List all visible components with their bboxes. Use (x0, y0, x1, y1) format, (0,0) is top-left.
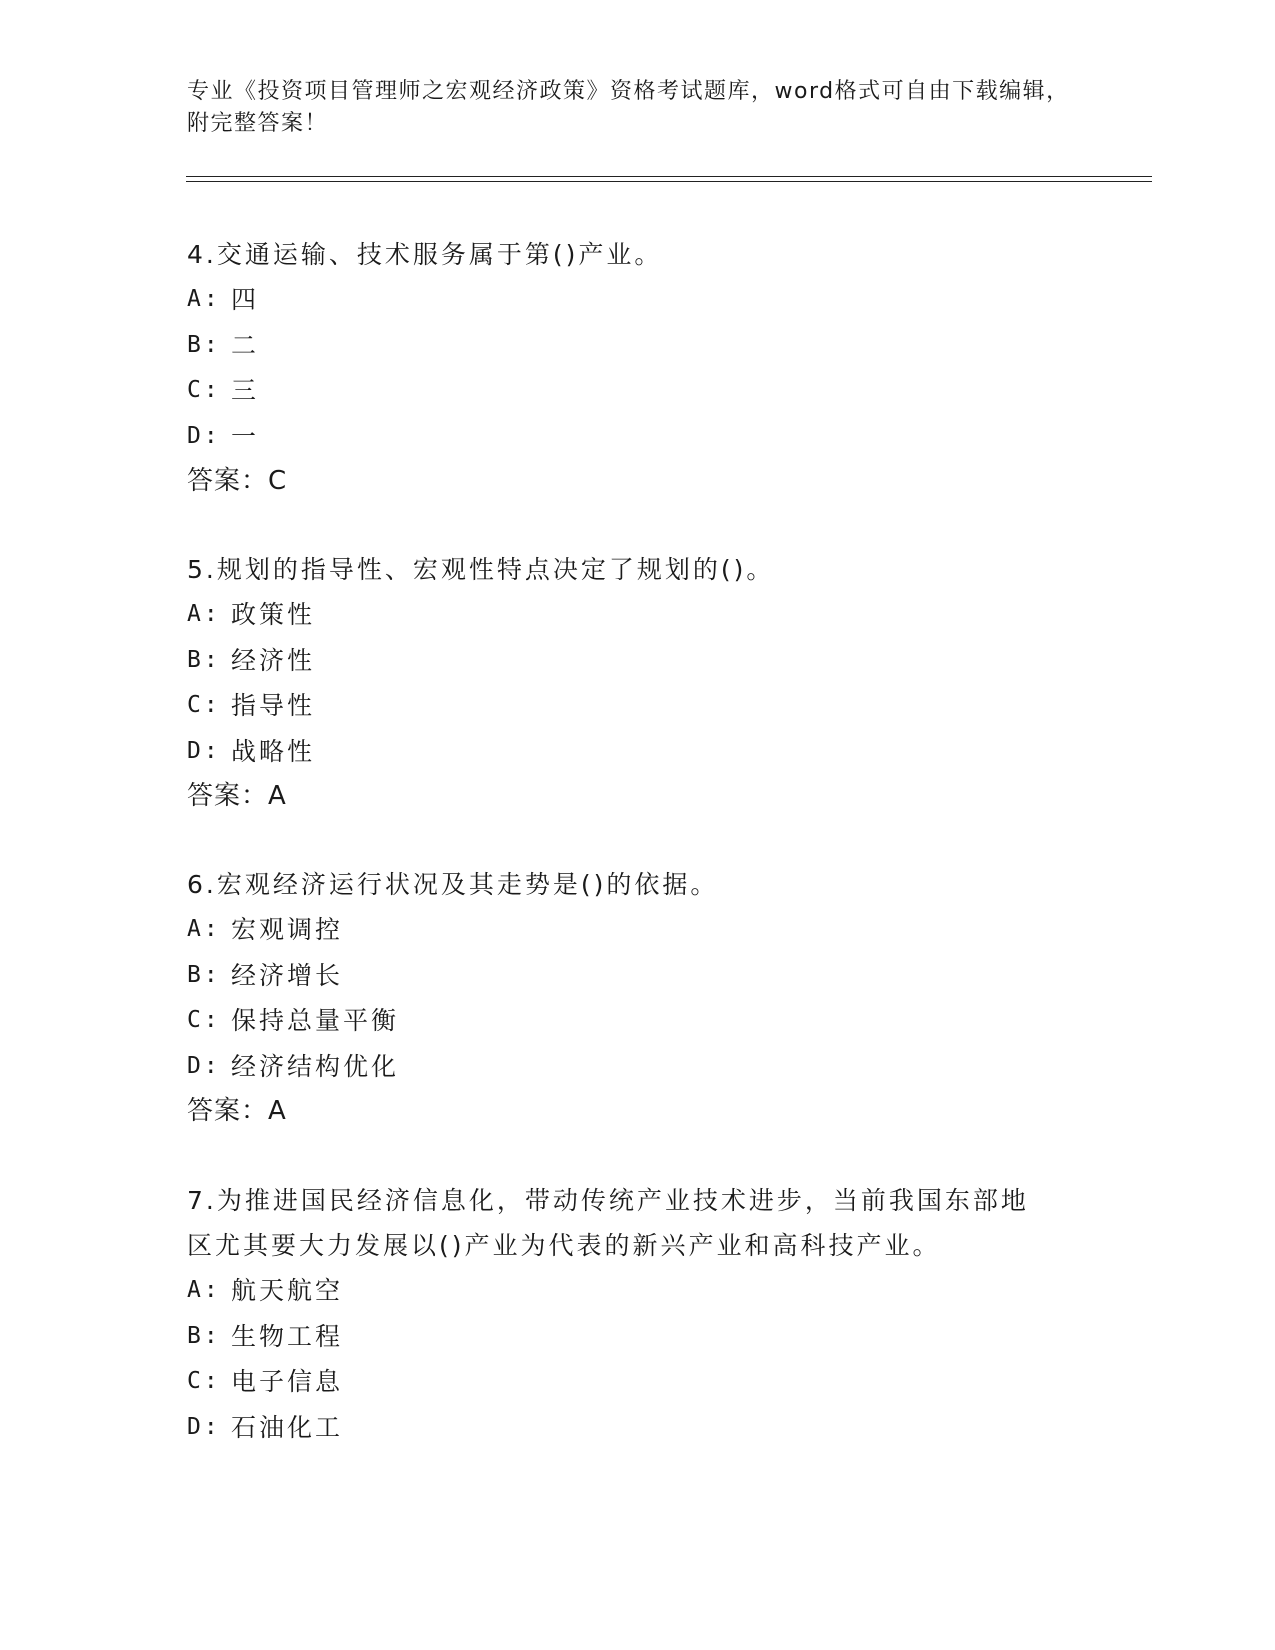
option-b (187, 953, 1067, 999)
option-key: D: (187, 422, 221, 449)
option-key: C: (187, 377, 221, 403)
question-stem: 7.为推进国民经济信息化，带动传统产业技术进步，当前我国东部地区尤其要大力发展以()产业为代表的新兴产业和高科技产业。 (187, 1186, 1029, 1260)
option-text: 生物工程 (231, 1321, 344, 1351)
answer-line: 答案：C (187, 466, 288, 496)
option-text: 指导性 (231, 691, 316, 720)
question-stem: 5.规划的指导性、宏观性特点决定了规划的()。 (187, 555, 775, 584)
option-key: A: (187, 916, 221, 942)
option-c (187, 683, 1067, 729)
answer-line: 答案：A (187, 781, 287, 811)
option-c (187, 368, 1067, 414)
option-b (187, 638, 1067, 684)
option-key: C: (187, 1368, 221, 1394)
option-b (187, 1314, 1047, 1360)
option-key: C: (187, 692, 221, 718)
option-key: D: (187, 1052, 221, 1079)
option-text: 经济结构优化 (231, 1051, 400, 1081)
option-key: B: (187, 961, 221, 988)
option-a (187, 277, 1067, 323)
option-key: B: (187, 646, 221, 673)
document-header: 专业《投资项目管理师之宏观经济政策》资格考试题库，word格式可自由下载编辑，附完整答案！ (187, 79, 1070, 136)
option-text: 经济增长 (231, 960, 344, 990)
option-b (187, 323, 1067, 369)
option-text: 战略性 (231, 736, 316, 766)
header-divider-top (186, 176, 1152, 177)
option-text: 一 (231, 421, 260, 451)
option-key: C: (187, 1007, 221, 1033)
option-key: A: (187, 601, 221, 627)
option-text: 保持总量平衡 (231, 1006, 400, 1035)
option-d (187, 729, 1067, 775)
option-a (187, 907, 1067, 953)
option-key: A: (187, 286, 221, 312)
question-6 (187, 862, 1067, 1134)
option-key: B: (187, 1322, 221, 1349)
option-text: 三 (231, 376, 260, 405)
option-text: 电子信息 (231, 1367, 344, 1396)
option-a (187, 592, 1067, 638)
question-4 (187, 232, 1067, 504)
answer-line: 答案：A (187, 1096, 287, 1126)
option-text: 航天航空 (231, 1276, 344, 1305)
option-text: 二 (231, 330, 260, 360)
option-key: D: (187, 737, 221, 764)
question-stem: 4.交通运输、技术服务属于第()产业。 (187, 240, 663, 269)
option-text: 宏观调控 (231, 915, 344, 944)
option-d (187, 1044, 1067, 1090)
option-key: A: (187, 1277, 221, 1303)
header-divider-bottom (186, 181, 1152, 182)
option-key: D: (187, 1413, 221, 1440)
option-c (187, 998, 1067, 1044)
option-text: 政策性 (231, 600, 316, 629)
option-key: B: (187, 331, 221, 358)
option-d (187, 1405, 1047, 1451)
question-5 (187, 547, 1067, 819)
option-c (187, 1359, 1047, 1405)
question-stem: 6.宏观经济运行状况及其走势是()的依据。 (187, 870, 719, 899)
option-text: 四 (231, 285, 260, 314)
option-a (187, 1268, 1047, 1314)
option-text: 经济性 (231, 645, 316, 675)
option-d (187, 414, 1067, 460)
question-7 (187, 1178, 1047, 1450)
option-text: 石油化工 (231, 1412, 344, 1442)
